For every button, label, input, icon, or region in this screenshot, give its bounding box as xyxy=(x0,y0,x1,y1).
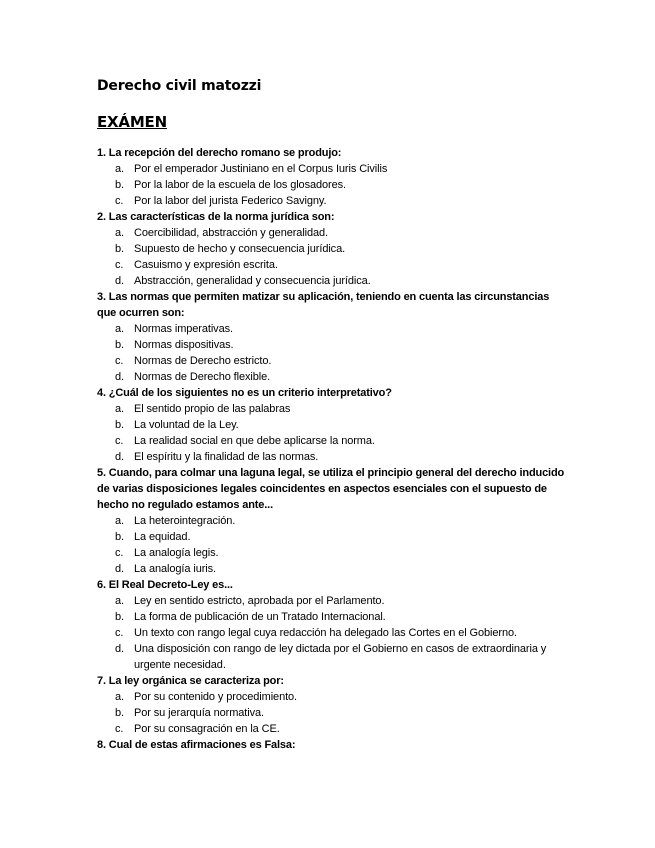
question-4 xyxy=(97,385,567,465)
option-letter: c. xyxy=(115,195,124,207)
option-text: Por su consagración en la CE. xyxy=(134,723,280,735)
option-text: La forma de publicación de un Tratado Internacional. xyxy=(134,611,386,623)
option-text: Por su jerarquía normativa. xyxy=(134,707,264,719)
question-text: 5. Cuando, para colmar una laguna legal, se utiliza el principio general del derecho inducido de varias disposiciones legales coincidentes en aspectos esenciales con el supuesto de hecho no regulado estamos ante... xyxy=(97,467,565,511)
option-text: Un texto con rango legal cuya redacción ha delegado las Cortes en el Gobierno. xyxy=(134,627,517,639)
answer-option xyxy=(97,561,567,577)
option-letter: b. xyxy=(115,243,124,255)
question-5 xyxy=(97,465,567,577)
option-letter: a. xyxy=(115,403,124,415)
answer-option xyxy=(97,593,567,609)
question-text: 3. Las normas que permiten matizar su aplicación, teniendo en cuenta las circunstancias que ocurren son: xyxy=(97,291,550,319)
question-text: 1. La recepción del derecho romano se produjo: xyxy=(97,147,342,159)
answer-option xyxy=(97,545,567,561)
option-text: Abstracción, generalidad y consecuencia jurídica. xyxy=(134,275,371,287)
option-letter: d. xyxy=(115,563,124,575)
question-1 xyxy=(97,145,567,209)
option-letter: d. xyxy=(115,643,124,655)
answer-options xyxy=(97,689,567,737)
answer-options xyxy=(97,401,567,465)
option-text: La equidad. xyxy=(134,531,191,543)
option-letter: a. xyxy=(115,595,124,607)
answer-option xyxy=(97,609,567,625)
option-letter: c. xyxy=(115,723,124,735)
question-8 xyxy=(97,737,567,753)
answer-option xyxy=(97,177,567,193)
option-text: Casuismo y expresión escrita. xyxy=(134,259,278,271)
option-letter: d. xyxy=(115,451,124,463)
option-text: Por la labor de la escuela de los glosadores. xyxy=(134,179,346,191)
option-text: Normas imperativas. xyxy=(134,323,233,335)
answer-option xyxy=(97,721,567,737)
option-text: Por su contenido y procedimiento. xyxy=(134,691,298,703)
answer-option xyxy=(97,257,567,273)
question-list xyxy=(97,145,567,753)
option-text: Supuesto de hecho y consecuencia jurídica. xyxy=(134,243,346,255)
option-letter: d. xyxy=(115,371,124,383)
option-letter: c. xyxy=(115,355,124,367)
question-text: 4. ¿Cuál de los siguientes no es un criterio interpretativo? xyxy=(97,387,392,399)
answer-options xyxy=(97,321,567,385)
option-text: El sentido propio de las palabras xyxy=(134,403,291,415)
option-letter: c. xyxy=(115,435,124,447)
question-3 xyxy=(97,289,567,385)
option-letter: b. xyxy=(115,339,124,351)
answer-option xyxy=(97,433,567,449)
answer-option xyxy=(97,161,567,177)
option-text: Normas de Derecho estricto. xyxy=(134,355,272,367)
answer-option xyxy=(97,641,567,673)
option-text: Una disposición con rango de ley dictada por el Gobierno en casos de extraordinaria y urgente necesidad. xyxy=(134,643,547,671)
option-text: Ley en sentido estricto, aprobada por el Parlamento. xyxy=(134,595,385,607)
answer-option xyxy=(97,417,567,433)
answer-option xyxy=(97,625,567,641)
answer-options xyxy=(97,161,567,209)
option-text: La realidad social en que debe aplicarse la norma. xyxy=(134,435,375,447)
question-text: 2. Las características de la norma jurídica son: xyxy=(97,211,335,223)
option-letter: a. xyxy=(115,691,124,703)
option-text: Normas dispositivas. xyxy=(134,339,234,351)
answer-option xyxy=(97,337,567,353)
answer-option xyxy=(97,225,567,241)
option-letter: a. xyxy=(115,163,124,175)
question-text: 7. La ley orgánica se caracteriza por: xyxy=(97,675,284,687)
option-text: Coercibilidad, abstracción y generalidad. xyxy=(134,227,329,239)
option-text: Normas de Derecho flexible. xyxy=(134,371,271,383)
option-letter: a. xyxy=(115,323,124,335)
option-letter: b. xyxy=(115,611,124,623)
question-text: 6. El Real Decreto-Ley es... xyxy=(97,579,233,591)
question-2 xyxy=(97,209,567,289)
option-text: La voluntad de la Ley. xyxy=(134,419,239,431)
option-letter: c. xyxy=(115,259,124,271)
option-text: La heterointegración. xyxy=(134,515,236,527)
answer-options xyxy=(97,593,567,673)
option-letter: b. xyxy=(115,419,124,431)
option-letter: b. xyxy=(115,531,124,543)
question-text: 8. Cual de estas afirmaciones es Falsa: xyxy=(97,739,296,751)
option-letter: b. xyxy=(115,179,124,191)
document-title: Derecho civil matozzi xyxy=(97,78,262,94)
option-letter: c. xyxy=(115,547,124,559)
option-letter: b. xyxy=(115,707,124,719)
answer-option xyxy=(97,193,567,209)
question-6 xyxy=(97,577,567,673)
answer-options xyxy=(97,225,567,289)
exam-heading: EXÁMEN xyxy=(97,113,167,131)
answer-option xyxy=(97,369,567,385)
answer-option xyxy=(97,321,567,337)
option-text: Por el emperador Justiniano en el Corpus Iuris Civilis xyxy=(134,163,388,175)
option-letter: a. xyxy=(115,227,124,239)
answer-options xyxy=(97,513,567,577)
option-text: El espíritu y la finalidad de las normas. xyxy=(134,451,319,463)
answer-option xyxy=(97,401,567,417)
option-text: La analogía iuris. xyxy=(134,563,216,575)
answer-option xyxy=(97,449,567,465)
answer-option xyxy=(97,689,567,705)
answer-option xyxy=(97,273,567,289)
option-letter: c. xyxy=(115,627,124,639)
option-letter: a. xyxy=(115,515,124,527)
answer-option xyxy=(97,513,567,529)
option-text: Por la labor del jurista Federico Savigny. xyxy=(134,195,327,207)
option-text: La analogía legis. xyxy=(134,547,219,559)
answer-option xyxy=(97,241,567,257)
question-7 xyxy=(97,673,567,737)
answer-option xyxy=(97,529,567,545)
option-letter: d. xyxy=(115,275,124,287)
answer-option xyxy=(97,705,567,721)
answer-option xyxy=(97,353,567,369)
